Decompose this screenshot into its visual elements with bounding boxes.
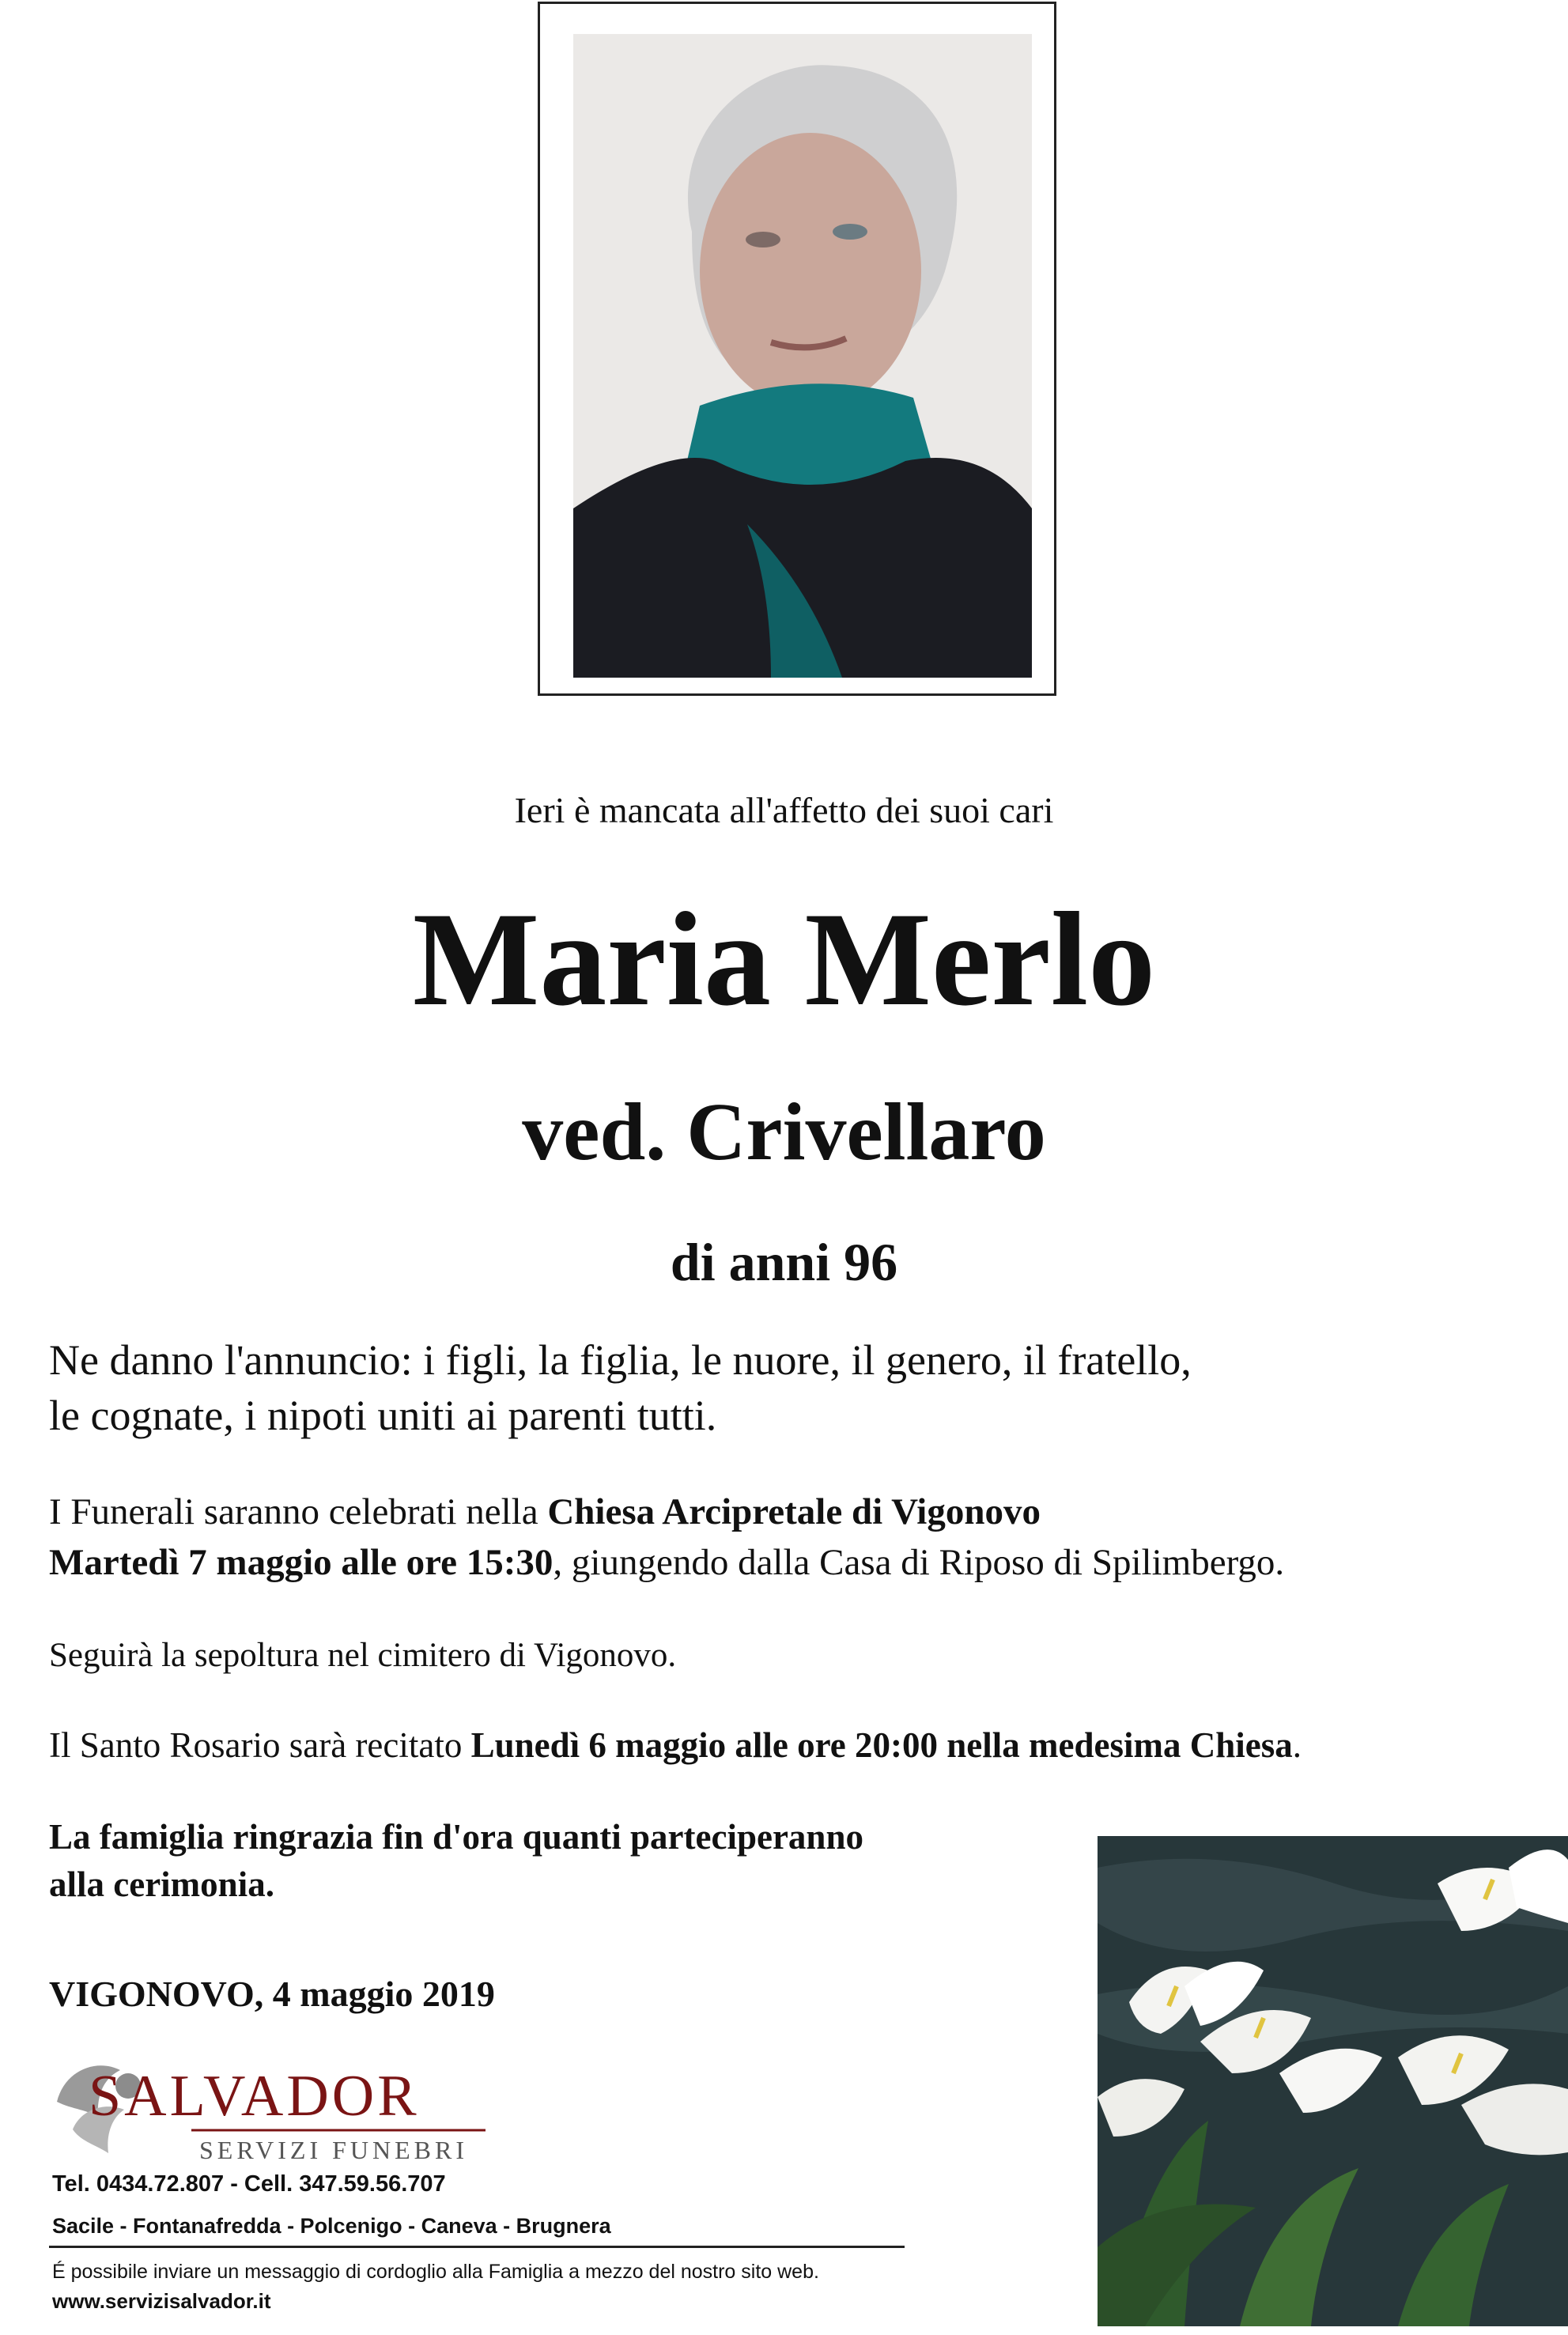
flowers-image	[1098, 1836, 1568, 2326]
rosary-prefix: Il Santo Rosario sarà recitato	[49, 1725, 471, 1765]
funeral-info	[49, 1487, 1536, 1588]
announcement-line-1: Ne danno l'annuncio: i figli, la figlia, le nuore, il genero, il fratello,	[49, 1336, 1192, 1384]
age-text: di anni 96	[670, 1232, 898, 1292]
rosary-datetime: Lunedì 6 maggio alle ore 20:00 nella medesima Chiesa	[470, 1725, 1293, 1765]
company-towns: Sacile - Fontanafredda - Polcenigo - Caneva - Brugnera	[52, 2214, 611, 2238]
dateline: VIGONOVO, 4 maggio 2019	[49, 1974, 495, 2014]
widow-of: ved. Crivellaro	[522, 1086, 1046, 1177]
funeral-prefix: I Funerali saranno celebrati nella	[49, 1491, 548, 1532]
condolence-note: É possibile inviare un messaggio di cordoglio alla Famiglia a mezzo del nostro sito web.	[52, 2261, 819, 2283]
funeral-church: Chiesa Arcipretale di Vigonovo	[547, 1491, 1041, 1532]
funeral-suffix: , giungendo dalla Casa di Riposo di Spilimbergo.	[553, 1542, 1285, 1583]
announcement-line-2: le cognate, i nipoti uniti ai parenti tutti.	[49, 1392, 717, 1439]
announcement	[49, 1332, 1536, 1443]
thanks-line-1: La famiglia ringrazia fin d'ora quanti parteciperanno	[49, 1817, 863, 1857]
portrait-frame	[538, 2, 1056, 696]
company-name: SALVADOR	[89, 2064, 420, 2129]
company-contacts: Tel. 0434.72.807 - Cell. 347.59.56.707	[52, 2171, 446, 2197]
rosary-info	[49, 1722, 1536, 1768]
company-subtitle: SERVIZI FUNEBRI	[199, 2136, 468, 2164]
calla-lilies-icon	[1098, 1836, 1568, 2326]
funeral-datetime: Martedì 7 maggio alle ore 15:30	[49, 1542, 554, 1583]
divider	[49, 2246, 905, 2248]
deceased-name: Maria Merlo	[412, 885, 1156, 1033]
portrait-photo	[573, 34, 1032, 678]
thanks-line-2: alla cerimonia.	[49, 1865, 274, 1904]
rosary-suffix: .	[1292, 1725, 1302, 1765]
portrait-icon	[573, 34, 1032, 678]
company-website[interactable]: www.servizisalvador.it	[52, 2289, 271, 2313]
burial-info: Seguirà la sepoltura nel cimitero di Vigonovo.	[49, 1637, 677, 1674]
thanks-text	[49, 1813, 1077, 1908]
intro-text: Ieri è mancata all'affetto dei suoi cari	[514, 790, 1054, 830]
